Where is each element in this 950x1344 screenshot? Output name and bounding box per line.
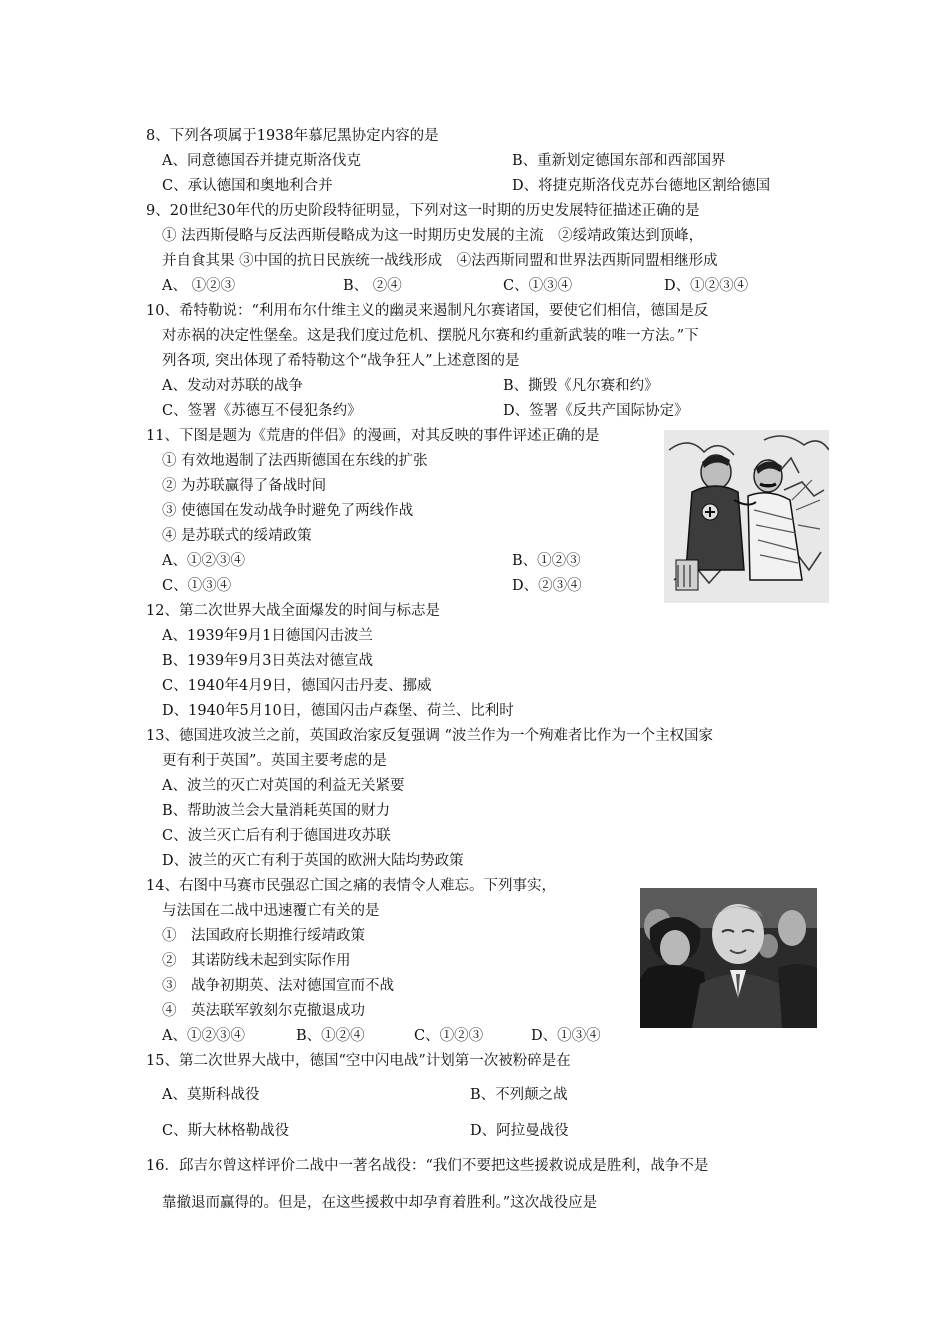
q8-option-c: C、承认德国和奥地利合并 [162, 178, 333, 194]
q13-option-c: C、波兰灭亡后有利于德国进攻苏联 [162, 828, 391, 844]
q14-item-2: ② 其诺防线未起到实际作用 [162, 953, 351, 969]
q10-option-b: B、撕毁《凡尔赛和约》 [503, 378, 659, 394]
q11-option-c: C、①③④ [162, 578, 232, 594]
q10-option-d: D、签署《反共产国际协定》 [503, 403, 689, 419]
q15-option-a: A、莫斯科战役 [162, 1087, 260, 1103]
q15-option-c: C、斯大林格勒战役 [162, 1123, 290, 1139]
q12-stem: 12、第二次世界大战全面爆发的时间与标志是 [146, 603, 440, 619]
q11-item-3: ③ 使德国在发动战争时避免了两线作战 [162, 503, 414, 519]
q15-option-d: D、阿拉曼战役 [470, 1123, 569, 1139]
q13-option-b: B、帮助波兰会大量消耗英国的财力 [162, 803, 391, 819]
q14-item-4: ④ 英法联军敦刻尔克撤退成功 [162, 1003, 365, 1019]
q14-option-c: C、①②③ [414, 1028, 484, 1044]
q12-option-c: C、1940年4月9日，德国闪击丹麦、挪威 [162, 678, 432, 694]
q14-option-a: A、①②③④ [162, 1028, 245, 1044]
q9-item-line-1: ① 法西斯侵略与反法西斯侵略成为这一时期历史发展的主流 ②绥靖政策达到顶峰， [162, 228, 704, 244]
q9-option-c: C、①③④ [503, 278, 573, 294]
q9-option-a: A、 ①②③ [162, 278, 236, 294]
q14-item-3: ③ 战争初期英、法对德国宣而不战 [162, 978, 394, 994]
q10-stem-line-3: 列各项, 突出体现了希特勒这个“战争狂人”上述意图的是 [162, 353, 520, 369]
q8-stem: 8、下列各项属于1938年慕尼黑协定内容的是 [146, 128, 439, 144]
q11-option-d: D、②③④ [512, 578, 582, 594]
q11-item-1: ① 有效地遏制了法西斯德国在东线的扩张 [162, 453, 428, 469]
q12-option-a: A、1939年9月1日德国闪击波兰 [162, 628, 373, 644]
marseille-photo [640, 888, 817, 1028]
q11-option-b: B、①②③ [512, 553, 581, 569]
q11-stem: 11、下图是题为《荒唐的伴侣》的漫画，对其反映的事件评述正确的是 [146, 428, 600, 444]
q8-option-b: B、重新划定德国东部和西部国界 [512, 153, 726, 169]
q9-option-b: B、 ②④ [343, 278, 402, 294]
q14-option-b: B、①②④ [296, 1028, 365, 1044]
q9-stem: 9、20世纪30年代的历史阶段特征明显，下列对这一时期的历史发展特征描述正确的是 [146, 203, 700, 219]
q11-item-4: ④ 是苏联式的绥靖政策 [162, 528, 312, 544]
q8-option-a: A、同意德国吞并捷克斯洛伐克 [162, 153, 361, 169]
q14-item-1: ① 法国政府长期推行绥靖政策 [162, 928, 365, 944]
q10-option-c: C、签署《苏德互不侵犯条约》 [162, 403, 362, 419]
q15-option-b: B、不列颠之战 [470, 1087, 568, 1103]
q11-item-2: ② 为苏联赢得了备战时间 [162, 478, 327, 494]
q16-stem-line-1: 16．邱吉尔曾这样评价二战中一著名战役：“我们不要把这些援救说成是胜利，战争不是 [146, 1158, 709, 1174]
q13-stem-line-2: 更有利于英国”。英国主要考虑的是 [162, 753, 387, 769]
q8-option-d: D、将捷克斯洛伐克苏台德地区割给德国 [512, 178, 771, 194]
q10-stem-line-1: 10、希特勒说：“利用布尔什维主义的幽灵来遏制凡尔赛诸国，要使它们相信，德国是反 [146, 303, 709, 319]
q13-option-a: A、波兰的灭亡对英国的利益无关紧要 [162, 778, 405, 794]
q11-option-a: A、①②③④ [162, 553, 245, 569]
q14-stem-line-1: 14、右图中马赛市民强忍亡国之痛的表情令人难忘。下列事实， [146, 878, 556, 894]
q10-option-a: A、发动对苏联的战争 [162, 378, 303, 394]
q16-stem-line-2: 靠撤退而赢得的。但是，在这些援救中却孕育着胜利。”这次战役应是 [162, 1195, 598, 1211]
q9-item-line-2: 并自食其果 ③中国的抗日民族统一战线形成 ④法西斯同盟和世界法西斯同盟相继形成 [162, 253, 718, 269]
q9-option-d: D、①②③④ [664, 278, 749, 294]
q13-stem-line-1: 13、德国进攻波兰之前，英国政治家反复强调 “波兰作为一个殉难者比作为一个主权国家 [146, 728, 713, 744]
q12-option-d: D、1940年5月10日，德国闪击卢森堡、荷兰、比利时 [162, 703, 514, 719]
q13-option-d: D、波兰的灭亡有利于英国的欧洲大陆均势政策 [162, 853, 464, 869]
cartoon-image [664, 430, 829, 603]
q12-option-b: B、1939年9月3日英法对德宣战 [162, 653, 374, 669]
q14-option-d: D、①③④ [531, 1028, 601, 1044]
q14-stem-line-2: 与法国在二战中迅速覆亡有关的是 [162, 903, 380, 919]
q15-stem: 15、第二次世界大战中，德国“空中闪电战”计划第一次被粉碎是在 [146, 1053, 571, 1069]
q10-stem-line-2: 对赤祸的决定性堡垒。这是我们度过危机、摆脱凡尔赛和约重新武装的唯一方法。”下 [162, 328, 699, 344]
